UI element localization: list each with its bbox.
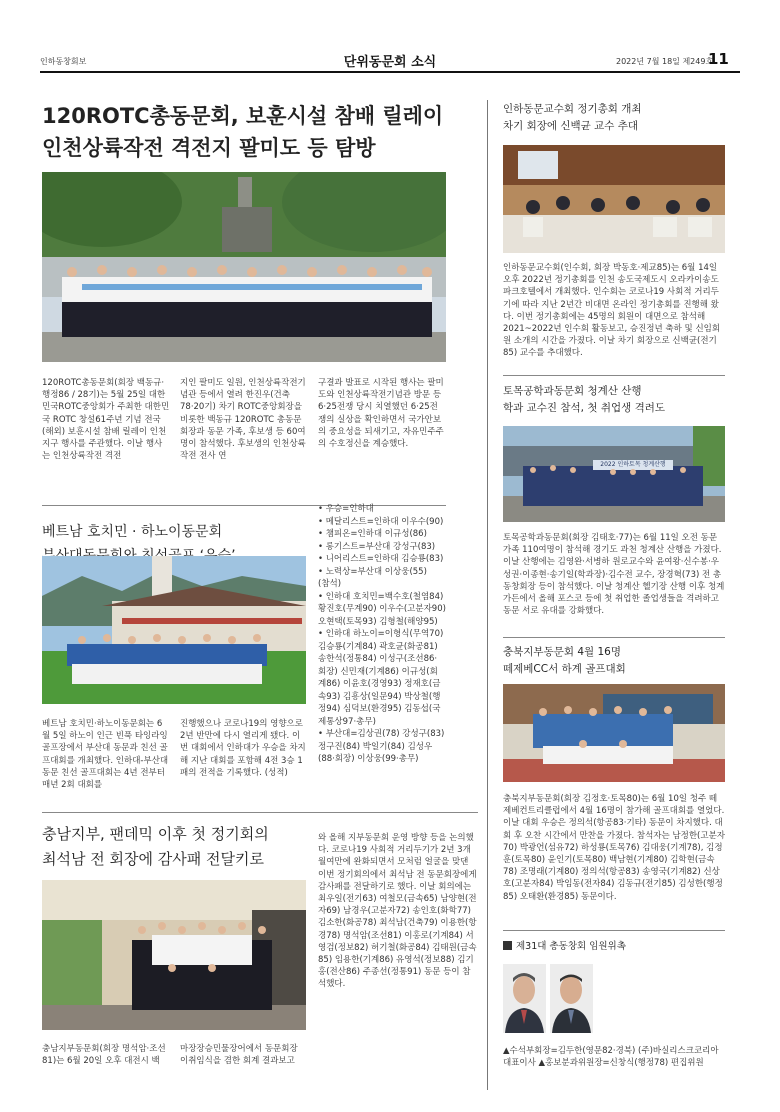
article3-text-col3: 와 올해 지부동문회 운영 방향 등을 논의했다. 코로나19 사회적 거리두기가 2년 3개월여만에 완화되면서 모처럼 얼굴을 맞댄 이번 정기회의에서 최석남 전 동문회장에게 감사패를 전달하기로 했다. 이날 회의에는 최우일(전기63) 여철모(금속65) 남양현(전자69) 남경우(고분자72) 송인호(화학77) 김소한(화공78) 최석남(건축79) 이용한(항경78) 명석암(조선81) 이홍로(기계84) 서영검(정보82) 허기철(화공84) 김태원(금속85) 임용한(기계86) 유영석(정보88) 김기홍(전산86) 주종선(정통91) 동문 등이 참석했다. (318, 833, 477, 990)
header-rule (40, 71, 740, 73)
result-line: 오현택(토목93) 김형철(해양95) (318, 616, 438, 627)
result-line: • 니어리스트=인하대 김승룡(83) (318, 554, 444, 564)
result-line: • 노력상=부산대 이상웅(55) (318, 566, 427, 577)
article3-headline-line1: 충남지부, 팬데믹 이후 첫 정기회의 (42, 825, 269, 843)
article-divider (42, 812, 478, 813)
article-divider (503, 375, 725, 376)
result-line: • 인하대 하노이=이형식(무역70) (318, 629, 444, 639)
result-line: 계86) 이윤호(경영93) 정재호(금 (318, 679, 441, 689)
rotc-ceremony-photo (42, 172, 446, 362)
result-line: 정구진(84) 박일기(84) 김성우 (318, 741, 433, 752)
appointment-title (503, 941, 626, 953)
issue-date: 2022년 7월 18일 제249호 (616, 57, 714, 66)
article1-text-col2: 지인 팔미도 일원, 인천상륙작전기념관 등에서 열려 한진우(건축78·20기) 차기 ROTC중앙회장을 비롯한 백동규 120ROTC 총동문회장과 동문 가족, 후보생 등 60여명이 참석했다. 후보생의 인천상륙작전 전사 연 (180, 378, 306, 462)
article2-text-col2: 진행했으나 코로나19의 영향으로 2년 반만에 다시 열리게 됐다. 이번 대회에서 인하대가 우승을 차지해 지난 대회를 포함해 4전 3승 1패의 전적을 기록했다. (성적) (180, 719, 306, 778)
result-line: (참석) (318, 579, 342, 589)
article3-headline-line2: 최석남 전 회장에 감사패 전달키로 (42, 850, 264, 868)
article2-headline-line1: 베트남 호치민 · 하노이동문회 (42, 524, 223, 540)
result-line: 정94) 심덕보(환경95) 김동섭(국 (318, 704, 441, 714)
paper-name: 인하동창회보 (40, 57, 87, 66)
square-bullet-icon (503, 941, 512, 950)
section-title: 단위동문회 소식 (343, 55, 437, 70)
article1-text-col3: 구결과 발표로 시작된 행사는 팔미도와 인천상륙작전기념관 방문 등 6·25전쟁 당시 치열했던 6·25전쟁의 실상을 확인하면서 국가안보의 중요성을 되새기고, 자유민주주의 수호정신을 계승했다. (318, 378, 444, 450)
result-line: • 우승=인하대 (318, 504, 374, 514)
right3-headline-line2: 떼제베CC서 하계 골프대회 (503, 663, 626, 675)
article1-text-col1: 120ROTC총동문회(회장 백동규·행정86 / 28기)는 5월 25일 대한민국ROTC중앙회가 주최한 대한민국 ROTC 창설61주년 기념 전국(해외) 보훈시설 참배 릴레이 인천지구 행사를 주관했다. 이날 행사는 인천상륙작전 격전 (42, 378, 170, 462)
hiking-banner: 2022 인하토목 청계산행 (600, 461, 666, 468)
result-line: 김승룡(기계84) 곽호균(화공81) (318, 641, 438, 652)
professors-meeting-photo (503, 145, 725, 253)
right2-headline-line1: 토목공학과동문회 청계산 산행 (503, 385, 642, 397)
article-divider (503, 637, 725, 638)
result-line: (88·회장) 이상웅(99·총무) (318, 754, 419, 764)
right2-headline-line2: 학과 교수진 참석, 첫 취업생 격려도 (503, 402, 666, 414)
right1-headline-line1: 인하동문교수회 정기총회 개최 (503, 103, 642, 115)
result-line: 속93) 김흥상(일문94) 박상철(행 (318, 691, 441, 702)
result-line: • 부산대=김상권(78) 강성구(83) (318, 729, 445, 739)
right3-headline-line1: 충북지부동문회 4월 16명 (503, 646, 622, 658)
appointment-title-text: 제31대 총동창회 임원위촉 (516, 941, 626, 952)
column-divider (487, 100, 488, 1090)
right1-headline-line2: 차기 회장에 신백균 교수 추대 (503, 120, 639, 132)
right3-text: 충북지부동문회(회장 김정호·토목80)는 6월 10일 청주 떼제베컨트리클럽에서 4월 16명이 참가해 골프대회를 열었다. 이날 대회 우승은 정의석(항공83·기타) 동문이 차지했다. 대회 후 오찬 시간에서 만찬을 가졌다. 참석자는 남정한(고분자70) 박광언(섬유72) 하성룡(토목76) 김대웅(기계78), 김정훈(토목80) 윤인기(토목80) 백남현(기계80) 김학현(금속78) 조명래(기계80) 정의석(항공83) 송영국(기계82) 신상호(고분자84) 박임동(전자84) 김동규(전기85) 김성한(행정85) 오태환(환경85) 동문이다. (503, 794, 725, 902)
golf-group-photo (42, 556, 306, 704)
article1-headline-line2: 인천상륙작전 격전지 팔미도 등 탐방 (42, 136, 376, 160)
chungbuk-golf-photo (503, 684, 725, 782)
result-line: • 롱기스트=부산대 강성구(83) (318, 541, 436, 552)
result-line: • 챔피온=인하대 이규성(86) (318, 529, 427, 539)
article3-text-col2: 마장장승민물장어에서 동문회장 이취임식을 겸한 회계 결과보고 (180, 1044, 298, 1067)
chungnam-meeting-photo (42, 880, 306, 1030)
page-number: 11 (708, 50, 729, 68)
right2-text: 토목공학과동문회(회장 김태호·77)는 6월 11일 오전 동문가족 110여명이 참석해 경기도 과천 청계산 산행을 가졌다. 이날 산행에는 김영완·서병하 원로교수와 윤여왕·신수봉·우성권·이종현·송기일(학과장)·김수전 교수, 장경혁(73) 전 총동창회장 등이 참석했다. 이날 청계산 헬기장 산행 이후 청계가든에서 올해 포스코 등에 첫 취업한 졸업생들을 격려하고 동문 서로 유대를 강화했다. (503, 533, 725, 617)
right1-text: 인하동문교수회(인수회, 회장 박동호·제교85)는 6월 14일 오후 2022년 정기총회를 인천 송도국제도시 오라카이송도파크호텔에서 개최했다. 인수회는 코로나19 사회적 거리두기에 따라 지난 2년간 비대면 온라인 정기총회를 진행해 왔다. 이번 정기총회에는 45명의 회원이 대면으로 참석해 2021~2022년 인수회 활동보고, 승진정년 축하 및 신임회원 소개의 시간을 가졌다. 이날 차기 회장으로 신백균(전기85) 교수를 추대했다. (503, 263, 721, 359)
result-line: • 메달리스트=인하대 이우수(90) (318, 516, 444, 527)
golf-results-list (318, 503, 478, 766)
article2-text-col1: 베트남 호치민·하노이동문회는 6월 5일 하노이 인근 빈푹 타잉라잉골프장에서 부산대 동문과 친선 골프대회를 개최했다. 인하대-부산대 동문 친선 골프대회는 4년 전부터 매년 2회 대회를 (42, 719, 169, 791)
result-line: • 인하대 호치민=백수호(철염84) (318, 591, 444, 602)
result-line: 제통상97·총무) (318, 716, 376, 727)
article-divider (503, 930, 725, 931)
hiking-group-photo (503, 426, 725, 522)
article3-text-col1: 충남지부동문회(회장 명석암·조선81)는 6월 20일 오후 대전시 백 (42, 1044, 166, 1067)
article1-headline-line1: 120ROTC총동문회, 보훈시설 참배 릴레이 (42, 104, 444, 128)
portrait-photo-2 (550, 964, 593, 1033)
appointment-caption: ▲수석부회장=김두한(영문82·경북) (주)바실리스크코리아 대표이사 ▲홍보분과위원장=신창식(행정78) 편집위원 (503, 1046, 719, 1069)
result-line: 회장) 신민재(기계86) 이규성(회 (318, 666, 438, 677)
result-line: 황진호(무계90) 이우수(고분자90) (318, 604, 446, 614)
result-line: 송한석(정통84) 이성구(조선86· (318, 654, 438, 664)
portrait-photo-1 (503, 964, 546, 1033)
